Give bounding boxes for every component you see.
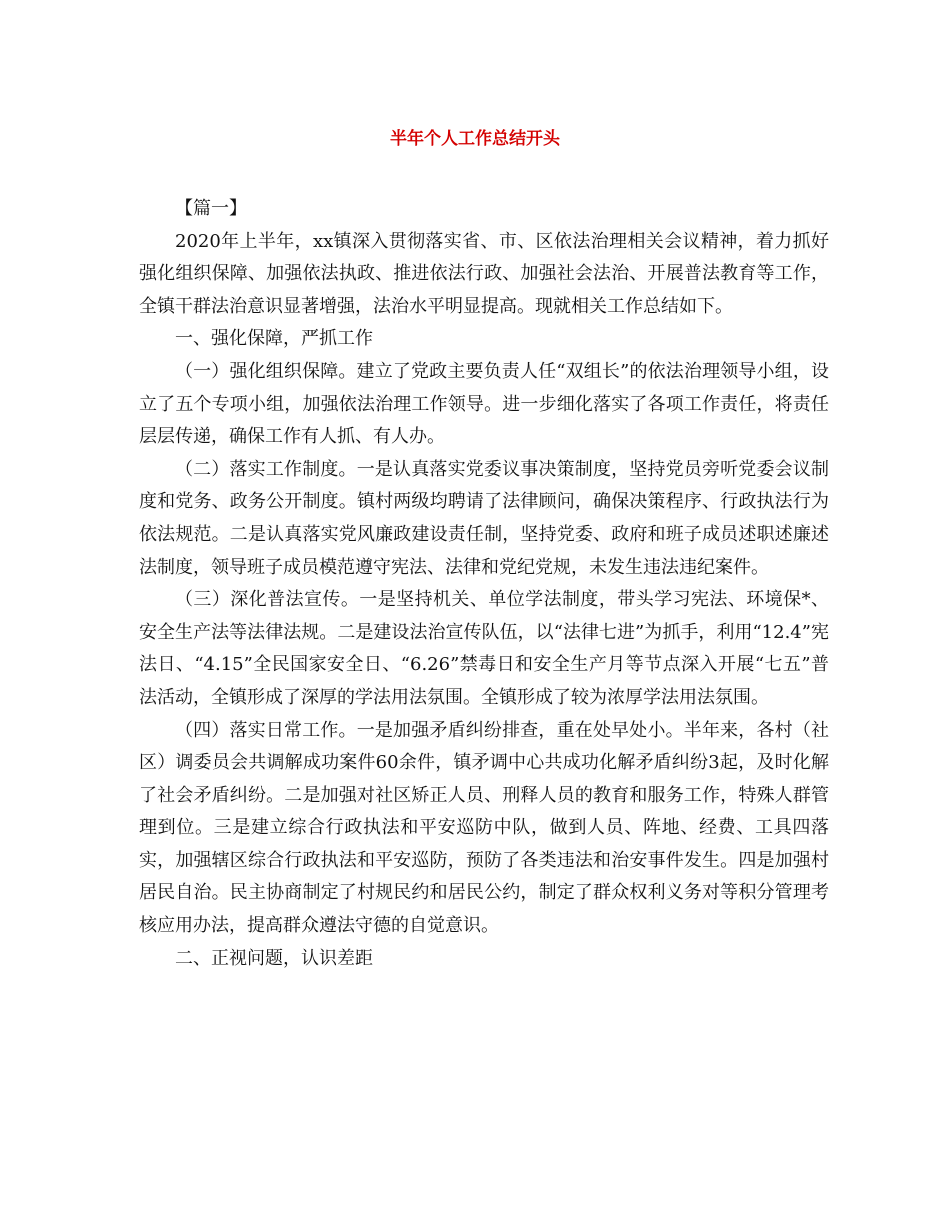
section-heading-2: 二、正视问题，认识差距 [175, 947, 373, 969]
document-title: 半年个人工作总结开头 [390, 129, 560, 149]
paragraph-organization: （一）强化组织保障。建立了党政主要负责人任“双组长”的依法治理领导小组，设立了五个专项小组，加强依法治理工作领导。进一步细化落实了各项工作责任，将责任层层传递，确保工作有人抓、有人办。 [139, 360, 829, 448]
paragraph-daily-work: （四）落实日常工作。一是加强矛盾纠纷排查，重在处早处小。半年来，各村（社区）调委员会共调解成功案件60余件，镇矛调中心共成功化解矛盾纠纷3起，及时化解了社会矛盾纠纷。二是加强对社区矫正人员、刑释人员的教育和服务工作，特殊人群管理到位。三是建立综合行政执法和平安巡防中队，做到人员、阵地、经费、工具四落实，加强辖区综合行政执法和平安巡防，预防了各类违法和治安事件发生。四是加强村居民自治。民主协商制定了村规民约和居民公约，制定了群众权利义务对等积分管理考核应用办法，提高群众遵法守德的自觉意识。 [139, 719, 829, 937]
section-heading-1: 一、强化保障，严抓工作 [175, 328, 373, 350]
document-body [139, 193, 829, 975]
paragraph-work-system: （二）落实工作制度。一是认真落实党委议事决策制度，坚持党员旁听党委会议制度和党务、政务公开制度。镇村两级均聘请了法律顾问，确保决策程序、行政执法行为依法规范。二是认真落实党风廉政建设责任制，坚持党委、政府和班子成员述职述廉述法制度，领导班子成员模范遵守宪法、法律和党纪党规，未发生违法违纪案件。 [139, 458, 829, 578]
intro-paragraph: 2020年上半年，xx镇深入贯彻落实省、市、区依法治理相关会议精神，着力抓好强化组织保障、加强依法执政、推进依法行政、加强社会法治、开展普法教育等工作，全镇干群法治意识显著增强，法治水平明显提高。现就相关工作总结如下。 [139, 230, 829, 317]
part-heading: 【篇一】 [175, 198, 247, 219]
paragraph-law-promotion: （三）深化普法宣传。一是坚持机关、单位学法制度，带头学习宪法、环境保*、安全生产法等法律法规。二是建设法治宣传队伍，以“法律七进”为抓手，利用“12.4”宪法日、“4.15”全民国家安全日、“6.26”禁毒日和安全生产月等节点深入开展“七五”普法活动，全镇形成了深厚的学法用法氛围。全镇形成了较为浓厚学法用法氛围。 [139, 589, 829, 708]
